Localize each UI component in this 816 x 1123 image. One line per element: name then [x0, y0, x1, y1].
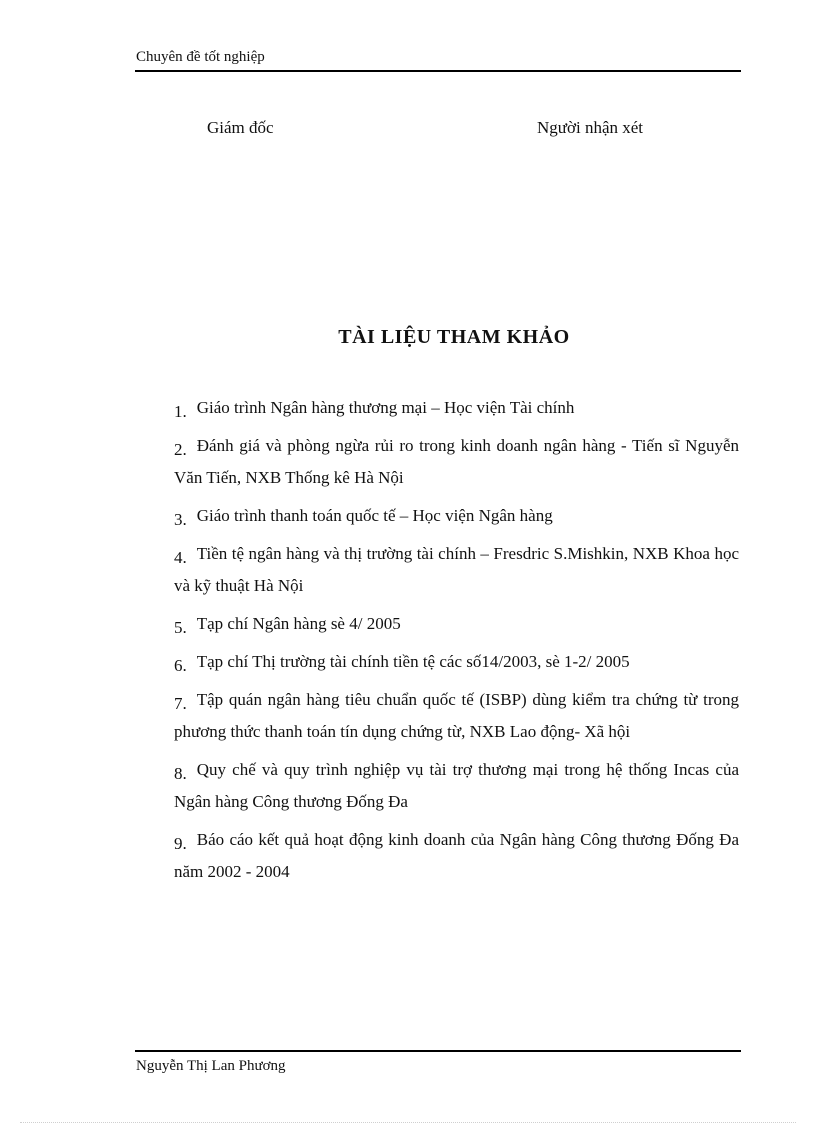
page-header: [135, 48, 741, 72]
reference-text: Tạp chí Thị trường tài chính tiền tệ các số14/2003, sè 1-2/ 2005: [196, 652, 630, 671]
section-title: TÀI LIỆU THAM KHẢO: [338, 326, 570, 348]
reference-item: [174, 684, 739, 748]
reference-number: 9.: [174, 834, 187, 853]
reference-item: [174, 824, 739, 888]
reference-number: 3.: [174, 510, 187, 529]
reference-item: [174, 500, 739, 532]
reference-number: 8.: [174, 764, 187, 783]
header-title: Chuyên đề tốt nghiệp: [136, 49, 265, 65]
reference-number: 6.: [174, 656, 187, 675]
reference-number: 2.: [174, 440, 187, 459]
reference-item: [174, 392, 739, 424]
reference-text: Đánh giá và phòng ngừa rủi ro trong kinh doanh ngân hàng - Tiến sĩ Nguyễn Văn Tiến, NXB Thống kê Hà Nội: [174, 436, 739, 487]
reference-text: Giáo trình Ngân hàng thương mại – Học viện Tài chính: [196, 398, 575, 417]
reference-item: [174, 608, 739, 640]
footer-author: Nguyễn Thị Lan Phương: [136, 1058, 286, 1074]
signature-reviewer: Người nhận xét: [537, 118, 644, 137]
reference-text: Tập quán ngân hàng tiêu chuẩn quốc tế (ISBP) dùng kiểm tra chứng từ trong phương thức thanh toán tín dụng chứng từ, NXB Lao động- Xã hội: [174, 690, 739, 741]
reference-item: [174, 430, 739, 494]
reference-item: [174, 646, 739, 678]
reference-text: Tạp chí Ngân hàng sè 4/ 2005: [196, 614, 401, 633]
reference-item: [174, 538, 739, 602]
reference-text: Giáo trình thanh toán quốc tế – Học viện Ngân hàng: [196, 506, 553, 525]
reference-text: Báo cáo kết quả hoạt động kinh doanh của Ngân hàng Công thương Đống Đa năm 2002 - 2004: [174, 830, 739, 881]
reference-number: 4.: [174, 548, 187, 567]
reference-number: 5.: [174, 618, 187, 637]
reference-number: 1.: [174, 402, 187, 421]
reference-item: [174, 754, 739, 818]
reference-list: [174, 392, 739, 894]
reference-text: Tiền tệ ngân hàng và thị trường tài chính – Fresdric S.Mishkin, NXB Khoa học và kỹ thuật Hà Nội: [174, 544, 739, 595]
signature-director: Giám đốc: [207, 118, 274, 137]
page-footer: [135, 1050, 741, 1075]
reference-text: Quy chế và quy trình nghiệp vụ tài trợ thương mại trong hệ thống Incas của Ngân hàng Công thương Đống Đa: [174, 760, 739, 811]
reference-number: 7.: [174, 694, 187, 713]
